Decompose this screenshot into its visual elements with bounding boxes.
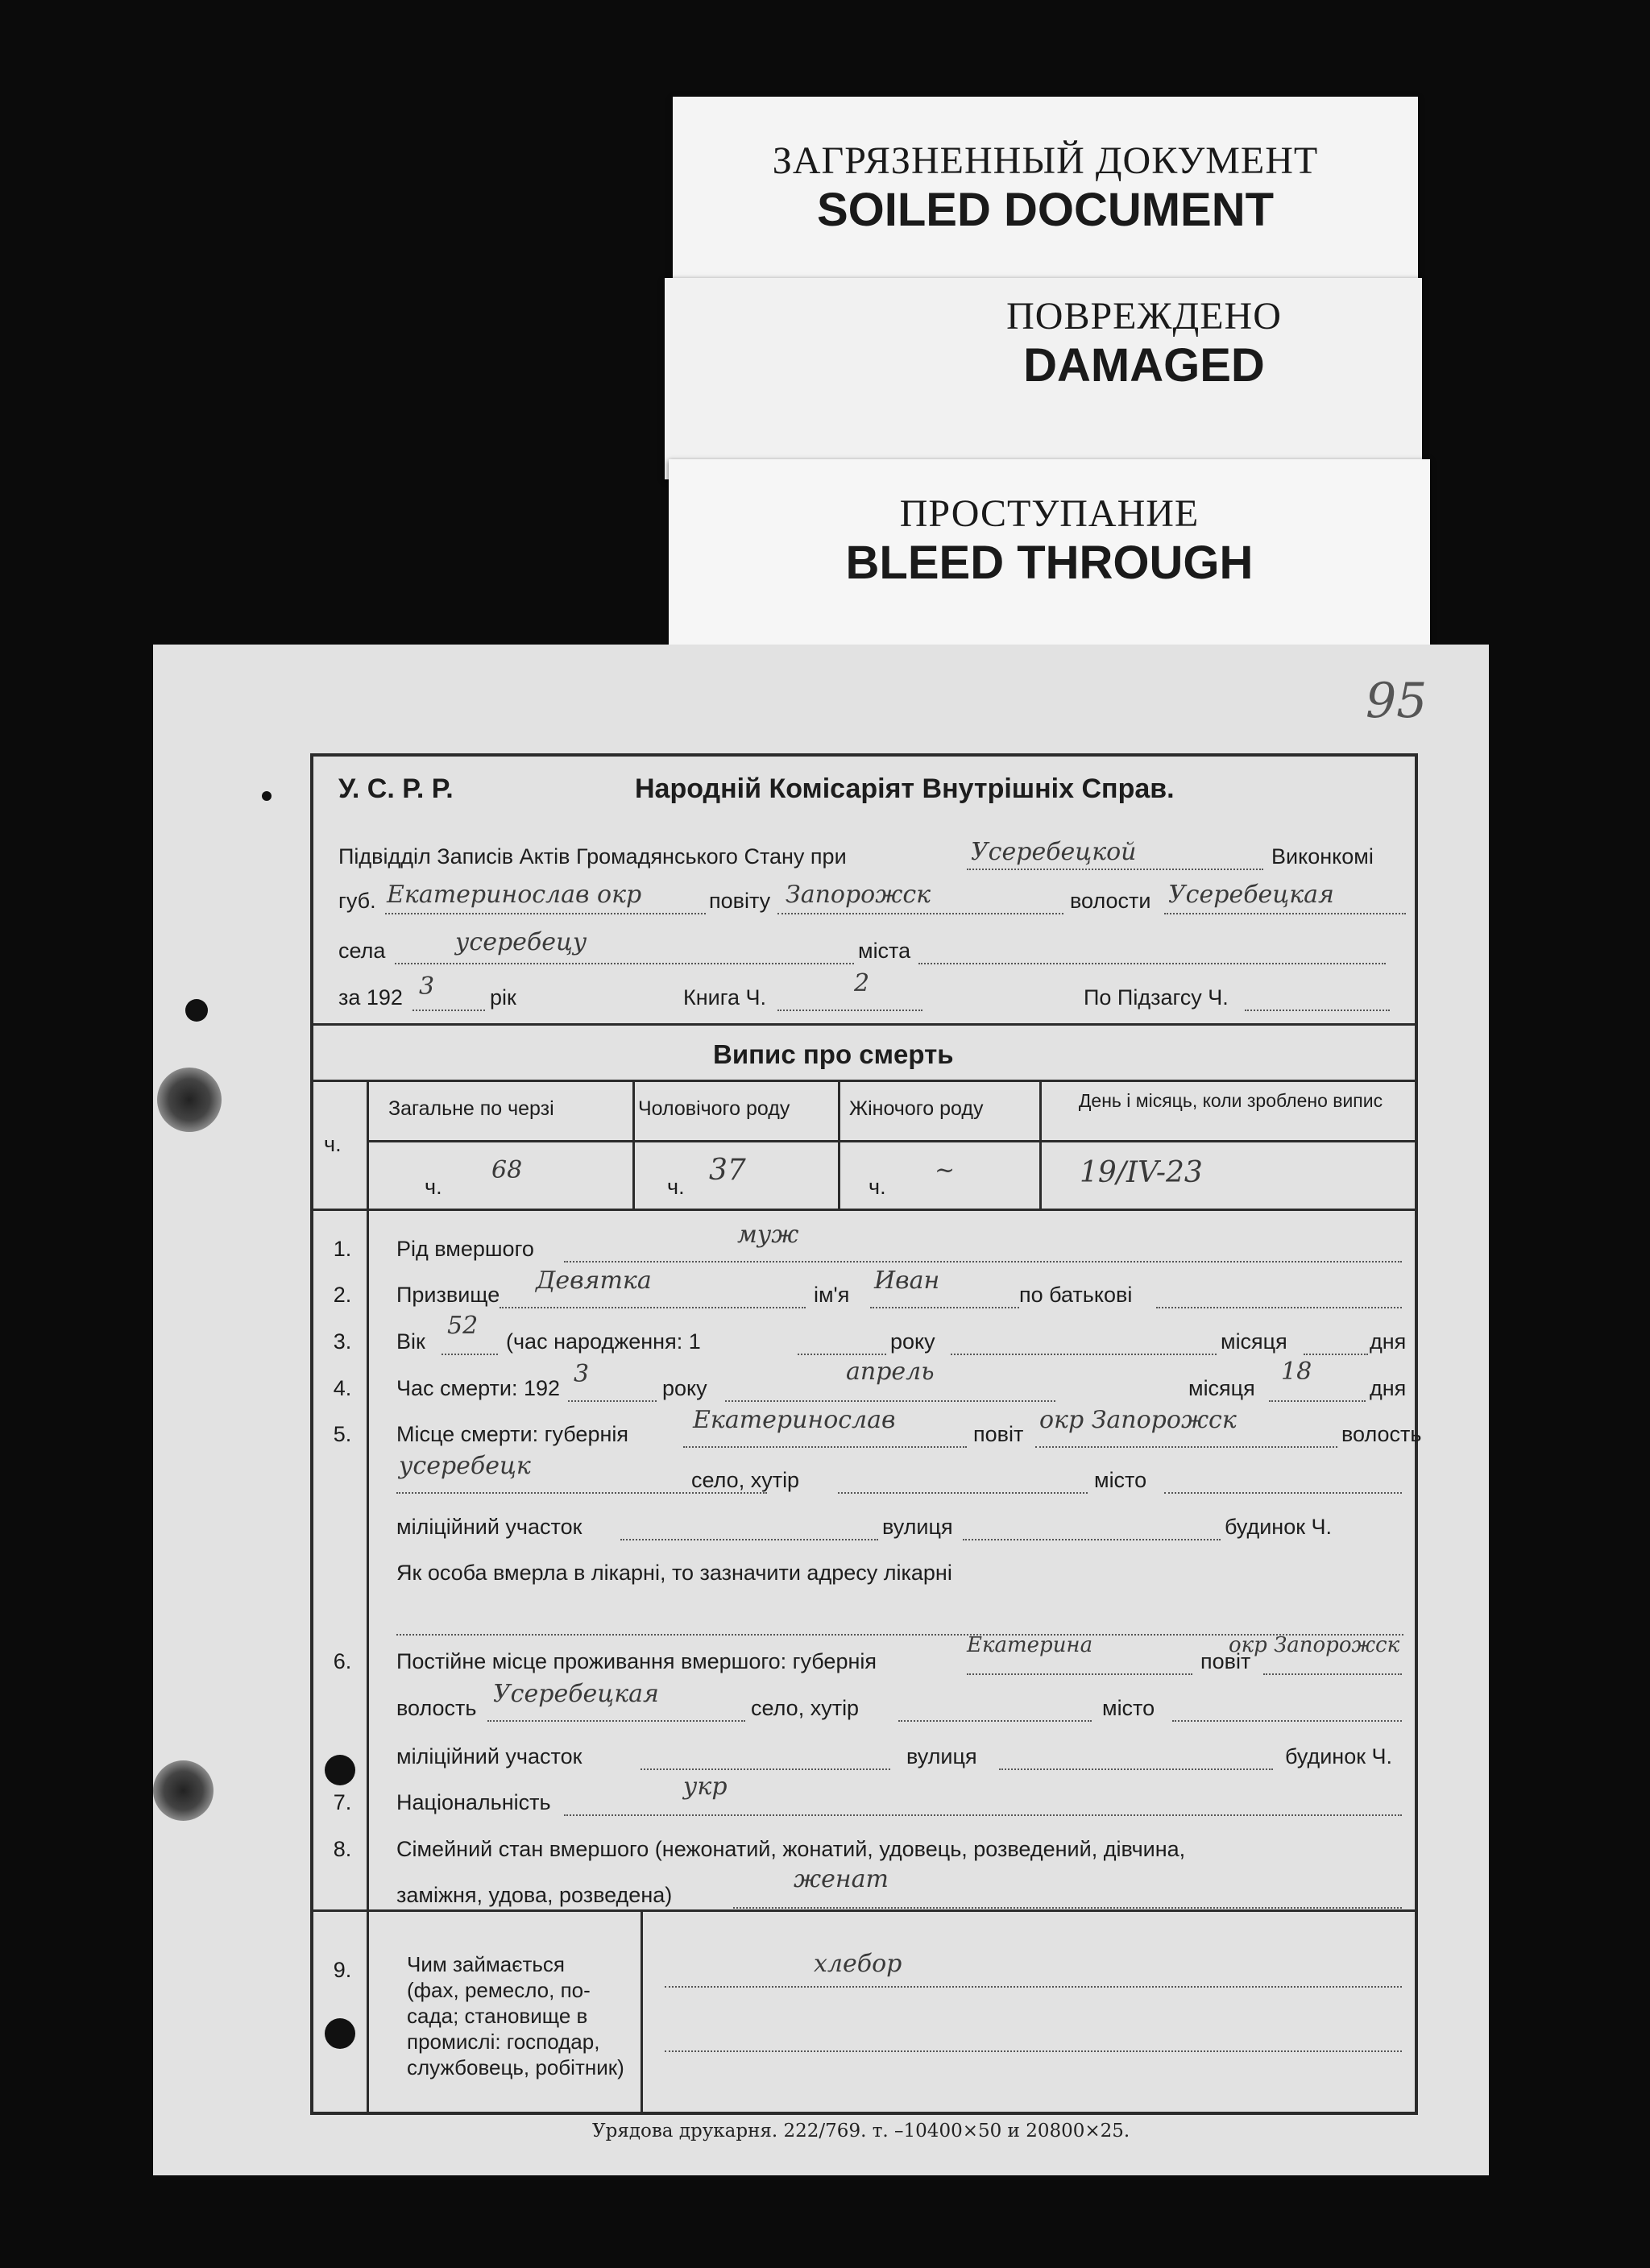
bleed-label-en: BLEED THROUGH: [845, 537, 1254, 589]
fill-line: [898, 1720, 1092, 1722]
row-num-2: 2.: [333, 1283, 352, 1307]
fill-line: [1269, 1400, 1366, 1402]
page-number: 95: [1366, 673, 1428, 729]
fill-line: [777, 1010, 922, 1011]
r3-label2: (час народження: 1: [506, 1329, 701, 1354]
row-num-5: 5.: [333, 1422, 352, 1446]
stain-mark: [153, 1760, 214, 1821]
col-divider: [367, 1080, 369, 1209]
book-value: 2: [854, 969, 870, 997]
fill-line: [967, 869, 1263, 870]
fill-line: [1164, 913, 1406, 914]
value-date: 19/IV-23: [1080, 1156, 1203, 1189]
row-num-9: 9.: [333, 1958, 352, 1982]
fill-line: [620, 1539, 878, 1540]
col-divider: [838, 1080, 840, 1209]
year-value: 3: [419, 972, 435, 1001]
fill-line: [564, 1261, 1402, 1263]
r5-label3: волость: [1341, 1422, 1422, 1446]
header-ussr: У. С. Р. Р.: [338, 773, 454, 804]
povit-value: Запорожск: [786, 881, 931, 909]
printer-footer: Урядова друкарня. 222/769. т. –10400×50 и 20800×25.: [592, 2121, 1130, 2142]
selo-label: села: [338, 939, 386, 963]
r5-value: Екатеринослав: [693, 1406, 896, 1434]
r4-label: Час смерти: 192: [396, 1376, 561, 1400]
r6-value2: окр Запорожск: [1229, 1633, 1400, 1657]
fill-line: [1035, 1446, 1337, 1448]
r9-value: хлебор: [814, 1950, 902, 1978]
r9-line4: промислі: господар,: [407, 2030, 600, 2054]
r5-label4: село, хутір: [691, 1468, 800, 1492]
r6-label8: будинок Ч.: [1285, 1744, 1393, 1768]
fill-line: [683, 1446, 967, 1448]
col-ch: ч.: [324, 1132, 342, 1156]
fill-line: [725, 1400, 1055, 1402]
value-total: 68: [491, 1156, 523, 1184]
col-header-date: День і місяць, коли зроблено випис: [1078, 1090, 1383, 1111]
r5-value3: усеребецк: [399, 1452, 531, 1480]
num-col-divider: [367, 1209, 369, 1909]
r9-line3: сада; становище в: [407, 2004, 588, 2028]
row-num-6: 6.: [333, 1649, 352, 1673]
col-header-female: Жіночого роду: [849, 1097, 984, 1120]
r6-label6: міліційний участок: [396, 1744, 582, 1768]
damaged-label-en: DAMAGED: [1023, 339, 1265, 392]
r4-label4: дня: [1370, 1376, 1407, 1400]
r3-label: Вік: [396, 1329, 425, 1354]
fill-line: [1263, 1673, 1402, 1675]
r3-label3: року: [890, 1329, 935, 1354]
fill-line: [564, 1814, 1402, 1816]
fill-line: [500, 1307, 806, 1308]
registry-line1-suffix: Виконкомі: [1271, 844, 1374, 869]
header-commissariat: Народній Комісаріят Внутрішніх Справ.: [635, 773, 1175, 804]
r3-label4: місяця: [1221, 1329, 1287, 1354]
row-num-4: 4.: [333, 1376, 352, 1400]
selo-value: усеребецу: [455, 928, 587, 956]
fill-line: [733, 1907, 1402, 1909]
r8-label2: заміжня, удова, розведена): [396, 1883, 673, 1907]
bleed-label-ru: ПРОСТУПАНИЕ: [899, 492, 1200, 535]
fill-line: [665, 2050, 1402, 2052]
r7-value: укр: [683, 1773, 728, 1801]
subzags-label: По Підзагсу Ч.: [1084, 985, 1229, 1010]
r3-label5: дня: [1370, 1329, 1407, 1354]
r5-label7: вулиця: [882, 1515, 953, 1539]
r2-label: Призвище: [396, 1283, 500, 1307]
col-header-total: Загальне по черзі: [388, 1097, 554, 1120]
r6-label3: волость: [396, 1696, 477, 1720]
r7-label: Національність: [396, 1790, 551, 1814]
r9-line2: (фах, ремесло, по-: [407, 1978, 591, 2002]
soiled-label-en: SOILED DOCUMENT: [816, 184, 1275, 236]
r5-label: Місце смерти: губернія: [396, 1422, 628, 1446]
fill-line: [665, 1986, 1402, 1988]
document-title: Випис про смерть: [713, 1039, 954, 1069]
fill-line: [641, 1768, 890, 1770]
fill-line: [798, 1354, 886, 1355]
fill-line: [951, 1354, 1217, 1355]
r6-label7: вулиця: [906, 1744, 977, 1768]
fill-line: [1156, 1307, 1402, 1308]
punch-hole: [185, 999, 208, 1022]
soiled-label-ru: ЗАГРЯЗНЕННЫЙ ДОКУМЕНТ: [772, 139, 1319, 182]
r4-value3: 18: [1281, 1358, 1312, 1386]
r9-line5: службовець, робітник): [407, 2055, 624, 2079]
r4-value2: апрель: [846, 1358, 935, 1386]
fill-line: [385, 913, 706, 914]
row-num-1: 1.: [333, 1237, 352, 1261]
fill-line: [1164, 1492, 1402, 1494]
damaged-label-ru: ПОВРЕЖДЕНО: [1006, 295, 1282, 338]
row-num-7: 7.: [333, 1790, 352, 1814]
r1-label: Рід вмершого: [396, 1237, 534, 1261]
r6-value: Екатерина: [967, 1633, 1093, 1657]
r2-value2: Иван: [874, 1267, 940, 1295]
punch-hole: [262, 791, 272, 801]
r5-label6: міліційний участок: [396, 1515, 582, 1539]
year-suffix: рік: [490, 985, 516, 1010]
povit-label: повіту: [709, 889, 771, 913]
registry-line1-label: Підвідділ Записів Актів Громадянського Стану при: [338, 844, 847, 869]
r8-label: Сімейний стан вмершого (нежонатий, жонатий, удовець, розведений, дівчина,: [396, 1837, 1186, 1861]
col-divider: [1039, 1080, 1042, 1209]
fill-line: [1304, 1354, 1368, 1355]
rule: [310, 1909, 1418, 1912]
mista-label: міста: [858, 939, 911, 963]
fill-line: [568, 1400, 657, 1402]
fill-line: [442, 1354, 498, 1355]
gub-value: Екатеринослав окр: [387, 881, 642, 909]
col-header-male: Чоловічого роду: [638, 1097, 790, 1120]
bleed-through-card: [669, 459, 1430, 653]
r5-label9: Як особа вмерла в лікарні, то зазначити адресу лікарні: [396, 1561, 952, 1585]
row-num-3: 3.: [333, 1329, 352, 1354]
r8-value: женат: [794, 1865, 889, 1893]
r4-label3: місяця: [1188, 1376, 1255, 1400]
r6-label5: місто: [1102, 1696, 1155, 1720]
col-divider: [632, 1080, 635, 1209]
gub-label: губ.: [338, 889, 376, 913]
fill-line: [918, 963, 1386, 964]
r2-label3: по батькові: [1019, 1283, 1133, 1307]
fill-line: [838, 1492, 1088, 1494]
rule: [367, 1140, 1418, 1142]
registry-line1-value: Усеребецкой: [971, 838, 1137, 866]
r5-label8: будинок Ч.: [1225, 1515, 1333, 1539]
r6-label: Постійне місце проживання вмершого: губернія: [396, 1649, 877, 1673]
r5-value2: окр Запорожск: [1039, 1406, 1237, 1434]
ch-prefix-female: ч.: [869, 1175, 886, 1199]
fill-line: [412, 1010, 485, 1011]
year-label: за 192: [338, 985, 403, 1010]
fill-line: [777, 913, 1063, 914]
rule: [310, 1080, 1418, 1082]
fill-line: [1245, 1010, 1390, 1011]
fill-line: [870, 1307, 1019, 1308]
ch-prefix-male: ч.: [667, 1175, 685, 1199]
stain-mark: [157, 1068, 222, 1132]
ch-prefix-total: ч.: [425, 1175, 442, 1199]
r2-value: Девятка: [536, 1267, 652, 1295]
fill-line: [1172, 1720, 1402, 1722]
r6-value3: Усеребецкая: [493, 1680, 659, 1708]
r6-label2: повіт: [1200, 1649, 1251, 1673]
fill-line: [395, 963, 854, 964]
col-divider: [641, 1909, 643, 2115]
r5-label2: повіт: [973, 1422, 1024, 1446]
book-label: Книга Ч.: [683, 985, 766, 1010]
volost-value: Усеребецкая: [1168, 881, 1334, 909]
r2-label2: ім'я: [814, 1283, 850, 1307]
r1-value: муж: [737, 1221, 799, 1249]
value-female: ~: [935, 1156, 956, 1184]
r3-value: 52: [447, 1312, 479, 1340]
fill-line: [963, 1539, 1221, 1540]
fill-line: [967, 1673, 1192, 1675]
r9-line1: Чим займається: [407, 1952, 565, 1976]
rule: [310, 1209, 1418, 1211]
r6-label4: село, хутір: [751, 1696, 860, 1720]
r4-label2: року: [662, 1376, 707, 1400]
fill-line: [487, 1720, 745, 1722]
num-col-divider: [367, 1909, 369, 2115]
volost-label: волости: [1070, 889, 1151, 913]
rule: [310, 1023, 1418, 1026]
r4-value: 3: [574, 1360, 590, 1388]
row-num-8: 8.: [333, 1837, 352, 1861]
fill-line: [999, 1768, 1273, 1770]
r5-label5: місто: [1094, 1468, 1147, 1492]
damaged-card: [665, 278, 1422, 479]
value-male: 37: [709, 1154, 746, 1187]
